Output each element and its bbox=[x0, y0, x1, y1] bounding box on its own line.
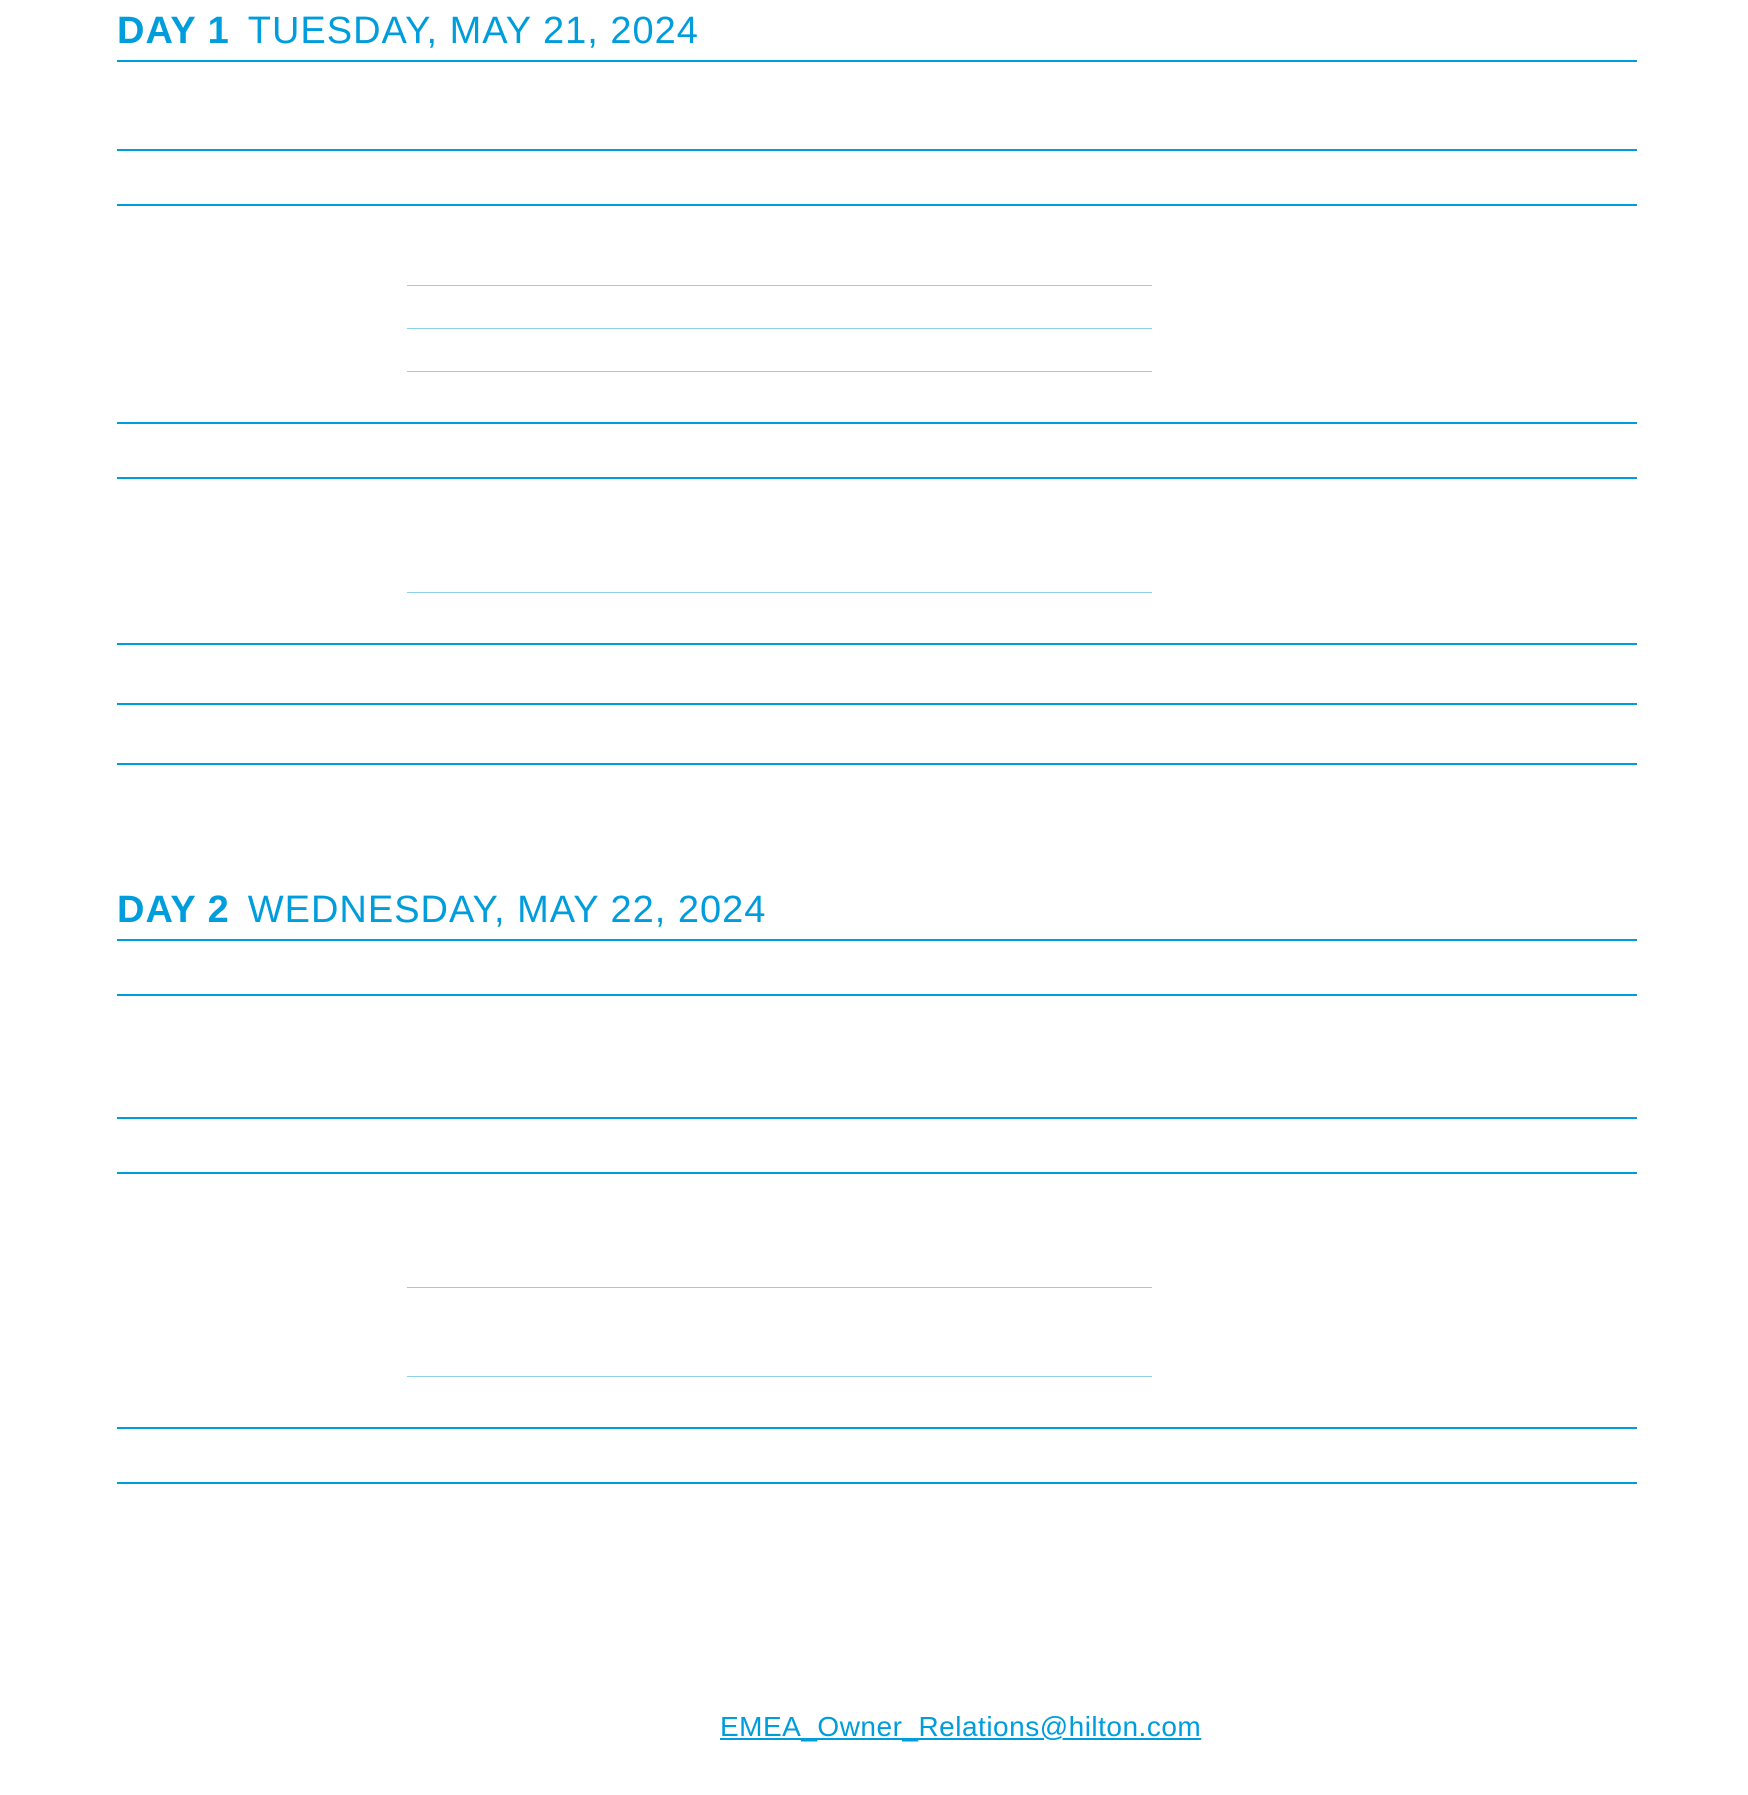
day-1-date: TUESDAY, MAY 21, 2024 bbox=[247, 10, 699, 52]
day-2-date: WEDNESDAY, MAY 22, 2024 bbox=[247, 889, 767, 931]
day-2-row-divider bbox=[117, 1482, 1637, 1484]
day-1-label: DAY 1 bbox=[117, 10, 230, 52]
day-1-row-divider bbox=[117, 477, 1637, 479]
day-1-sub-divider bbox=[407, 285, 1152, 286]
contact-email-link[interactable]: EMEA_Owner_Relations@hilton.com bbox=[720, 1711, 1202, 1742]
day-2-heading bbox=[117, 888, 766, 932]
day-1-row-divider bbox=[117, 643, 1637, 645]
day-2-sub-divider bbox=[407, 1376, 1152, 1377]
day-1-sub-divider bbox=[407, 592, 1152, 593]
day-1-row-divider bbox=[117, 204, 1637, 206]
day-2-sub-divider bbox=[407, 1287, 1152, 1288]
day-2-row-divider bbox=[117, 1427, 1637, 1429]
day-2-row-divider bbox=[117, 1172, 1637, 1174]
day-2-row-divider bbox=[117, 1117, 1637, 1119]
day-1-row-divider bbox=[117, 703, 1637, 705]
day-1-heading bbox=[117, 9, 699, 53]
day-1-row-divider bbox=[117, 149, 1637, 151]
day-1-sub-divider bbox=[407, 371, 1152, 372]
day-2-row-divider bbox=[117, 994, 1637, 996]
day-2-heading-rule bbox=[117, 939, 1637, 941]
day-1-row-divider bbox=[117, 422, 1637, 424]
day-1-sub-divider bbox=[407, 328, 1152, 329]
day-1-heading-rule bbox=[117, 60, 1637, 62]
day-2-label: DAY 2 bbox=[117, 889, 230, 931]
day-1-row-divider bbox=[117, 763, 1637, 765]
